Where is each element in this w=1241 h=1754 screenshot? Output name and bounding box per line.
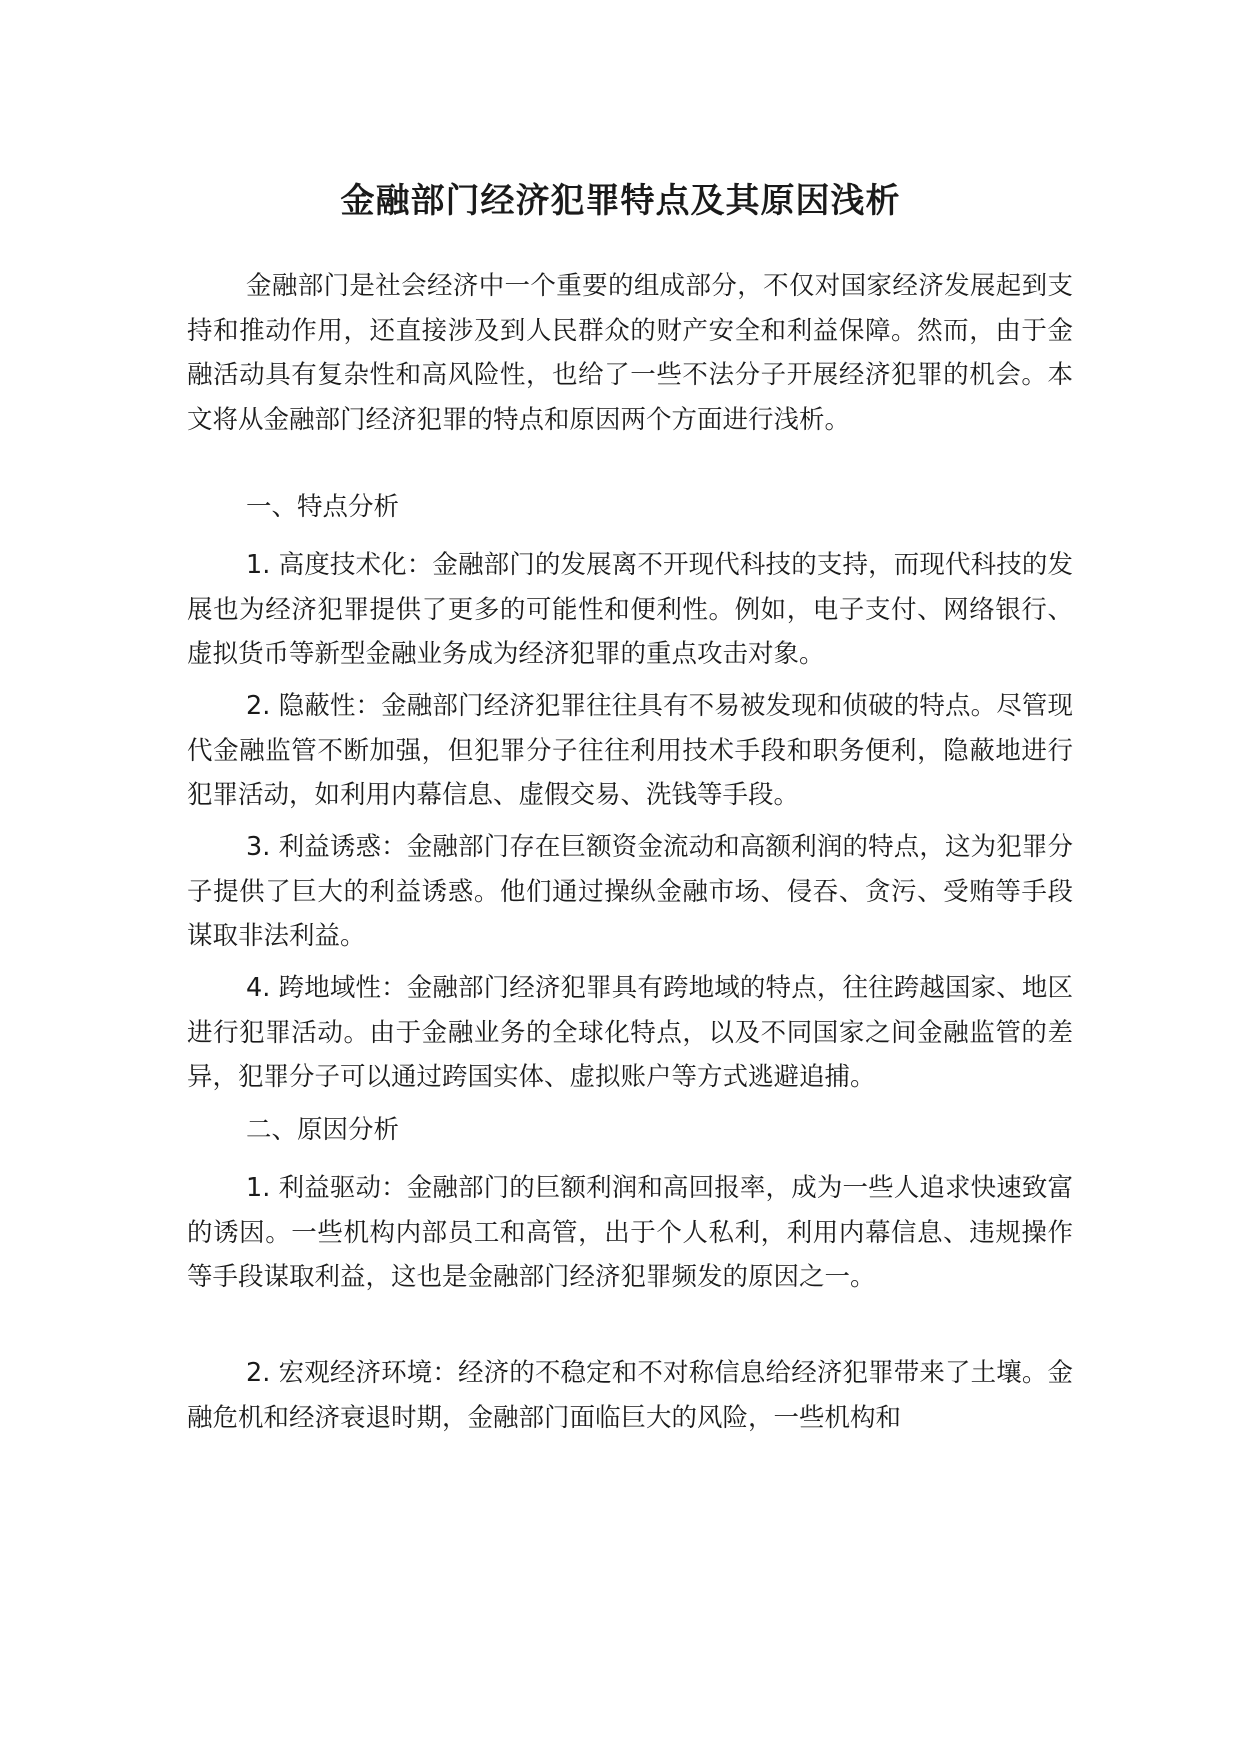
feature-item-1: 1. 高度技术化：金融部门的发展离不开现代科技的支持，而现代科技的发展也为经济犯罪提供了更多的可能性和便利性。例如，电子支付、网络银行、虚拟货币等新型金融业务成为经济犯罪的重点攻击对象。 — [187, 550, 1073, 669]
cause-item-1: 1. 利益驱动：金融部门的巨额利润和高回报率，成为一些人追求快速致富的诱因。一些机构内部员工和高管，出于个人私利，利用内幕信息、违规操作等手段谋取利益，这也是金融部门经济犯罪频发的原因之一。 — [187, 1173, 1073, 1292]
feature-item-3: 3. 利益诱惑：金融部门存在巨额资金流动和高额利润的特点，这为犯罪分子提供了巨大的利益诱惑。他们通过操纵金融市场、侵吞、贪污、受贿等手段谋取非法利益。 — [187, 832, 1073, 951]
section-heading-features: 一、特点分析 — [246, 492, 400, 522]
section-heading-causes: 二、原因分析 — [246, 1115, 400, 1145]
document-title: 金融部门经济犯罪特点及其原因浅析 — [340, 181, 901, 221]
feature-item-4: 4. 跨地域性：金融部门经济犯罪具有跨地域的特点，往往跨越国家、地区进行犯罪活动。由于金融业务的全球化特点，以及不同国家之间金融监管的差异，犯罪分子可以通过跨国实体、虚拟账户等方式逃避追捕。 — [187, 973, 1073, 1092]
feature-item-2: 2. 隐蔽性：金融部门经济犯罪往往具有不易被发现和侦破的特点。尽管现代金融监管不断加强，但犯罪分子往往利用技术手段和职务便利，隐蔽地进行犯罪活动，如利用内幕信息、虚假交易、洗钱等手段。 — [187, 691, 1073, 810]
intro-paragraph: 金融部门是社会经济中一个重要的组成部分，不仅对国家经济发展起到支持和推动作用，还直接涉及到人民群众的财产安全和利益保障。然而，由于金融活动具有复杂性和高风险性，也给了一些不法分子开展经济犯罪的机会。本文将从金融部门经济犯罪的特点和原因两个方面进行浅析。 — [187, 271, 1073, 435]
cause-item-2: 2. 宏观经济环境：经济的不稳定和不对称信息给经济犯罪带来了土壤。金融危机和经济衰退时期，金融部门面临巨大的风险，一些机构和 — [187, 1358, 1073, 1433]
